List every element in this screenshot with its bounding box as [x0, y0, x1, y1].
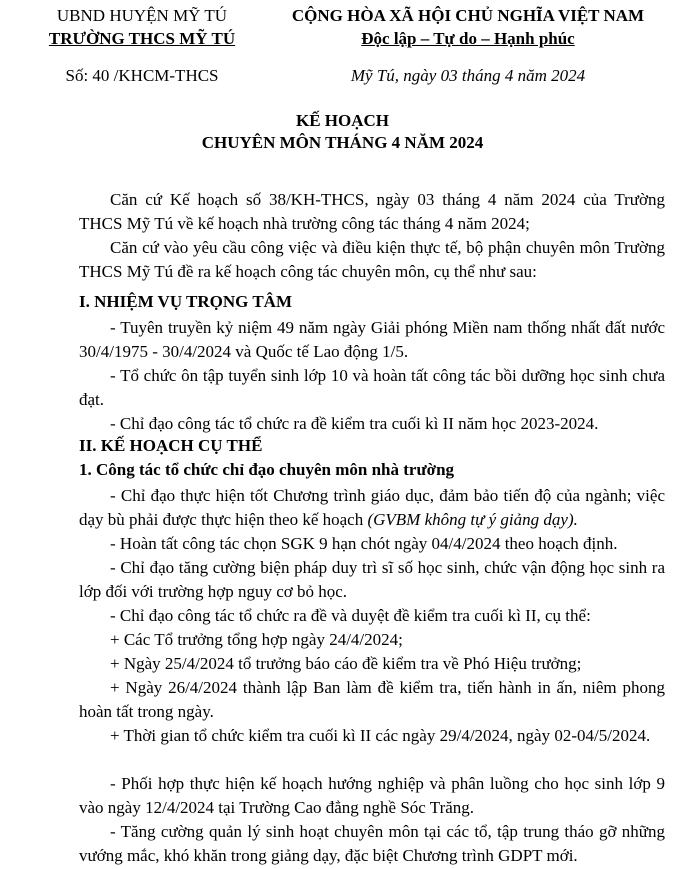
section2-item-9: - Phối hợp thực hiện kế hoạch hướng nghiệp và phân luồng cho học sinh lớp 9 vào ngày 12/4/2024 tại Trường Cao đẳng nghề Sóc Trăng. — [79, 774, 665, 818]
title-line2: CHUYÊN MÔN THÁNG 4 NĂM 2024 — [201, 133, 484, 152]
document-date: Mỹ Tú, ngày 03 tháng 4 năm 2024 — [350, 66, 586, 85]
intro-paragraph-2: Căn cứ vào yêu cầu công việc và điều kiện thực tế, bộ phận chuyên môn Trường THCS Mỹ Tú đề ra kế hoạch công tác chuyên môn, cụ thể như sau: — [79, 238, 665, 282]
intro-paragraph-1: Căn cứ Kế hoạch số 38/KH-THCS, ngày 03 tháng 4 năm 2024 của Trường THCS Mỹ Tú về kế hoạch nhà trường công tác tháng 4 năm 2024; — [79, 190, 665, 234]
section2-heading: II. KẾ HOẠCH CỤ THỂ — [79, 436, 263, 455]
header-right-line2 — [268, 29, 668, 49]
title-line1: KẾ HOẠCH — [295, 111, 390, 130]
header-left-line2 — [22, 29, 262, 49]
section2-item-1-text: - Chỉ đạo thực hiện tốt Chương trình giáo dục, đảm bảo tiến độ của ngành; việc dạy bù phải được thực hiện theo kế hoạch — [79, 486, 665, 530]
school-name: TRƯỜNG THCS MỸ TÚ — [48, 29, 236, 48]
header-left-line1: UBND HUYỆN MỸ TÚ — [56, 6, 228, 25]
section2-item-7: + Ngày 26/4/2024 thành lập Ban làm đề kiểm tra, tiến hành in ấn, niêm phong hoàn tất trong ngày. — [79, 678, 665, 722]
section1-heading: I. NHIỆM VỤ TRỌNG TÂM — [79, 292, 292, 311]
section2-item-1 — [79, 484, 665, 533]
section1-item-1: - Tuyên truyền kỷ niệm 49 năm ngày Giải phóng Miền nam thống nhất đất nước 30/4/1975 - 30/4/2024 và Quốc tế Lao động 1/5. — [79, 318, 665, 362]
header-right-line1: CỘNG HÒA XÃ HỘI CHỦ NGHĨA VIỆT NAM — [291, 6, 645, 25]
section2-item-4: - Chỉ đạo công tác tổ chức ra đề và duyệt đề kiểm tra cuối kì II, cụ thể: — [110, 606, 591, 625]
section2-item-3: - Chỉ đạo tăng cường biện pháp duy trì sĩ số học sinh, chức vận động học sinh ra lớp đối với trường hợp nguy cơ bỏ học. — [79, 558, 665, 602]
section2-item-5: + Các Tổ trưởng tổng hợp ngày 24/4/2024; — [110, 630, 403, 649]
document-number: Số: 40 /KHCM-THCS — [65, 66, 219, 85]
section2-item-6: + Ngày 25/4/2024 tổ trưởng báo cáo đề kiểm tra về Phó Hiệu trưởng; — [110, 654, 582, 673]
section1-item-3: - Chỉ đạo công tác tổ chức ra đề kiểm tra cuối kì II năm học 2023-2024. — [110, 414, 599, 433]
section2-item-8: + Thời gian tổ chức kiểm tra cuối kì II các ngày 29/4/2024, ngày 02-04/5/2024. — [110, 726, 651, 745]
motto: Độc lập – Tự do – Hạnh phúc — [361, 29, 575, 48]
section1-item-2: - Tổ chức ôn tập tuyển sinh lớp 10 và hoàn tất công tác bồi dưỡng học sinh chưa đạt. — [79, 366, 665, 410]
section2-subheading: 1. Công tác tổ chức chỉ đạo chuyên môn nhà trường — [79, 460, 455, 479]
section2-item-2: - Hoàn tất công tác chọn SGK 9 hạn chót ngày 04/4/2024 theo hoạch định. — [110, 534, 618, 553]
section2-item-10: - Tăng cường quản lý sinh hoạt chuyên môn tại các tổ, tập trung tháo gỡ những vướng mắc, khó khăn trong giảng dạy, đặc biệt Chương trình GDPT mới. — [79, 822, 665, 866]
section2-item-1-note: (GVBM không tự ý giảng dạy). — [367, 510, 578, 530]
